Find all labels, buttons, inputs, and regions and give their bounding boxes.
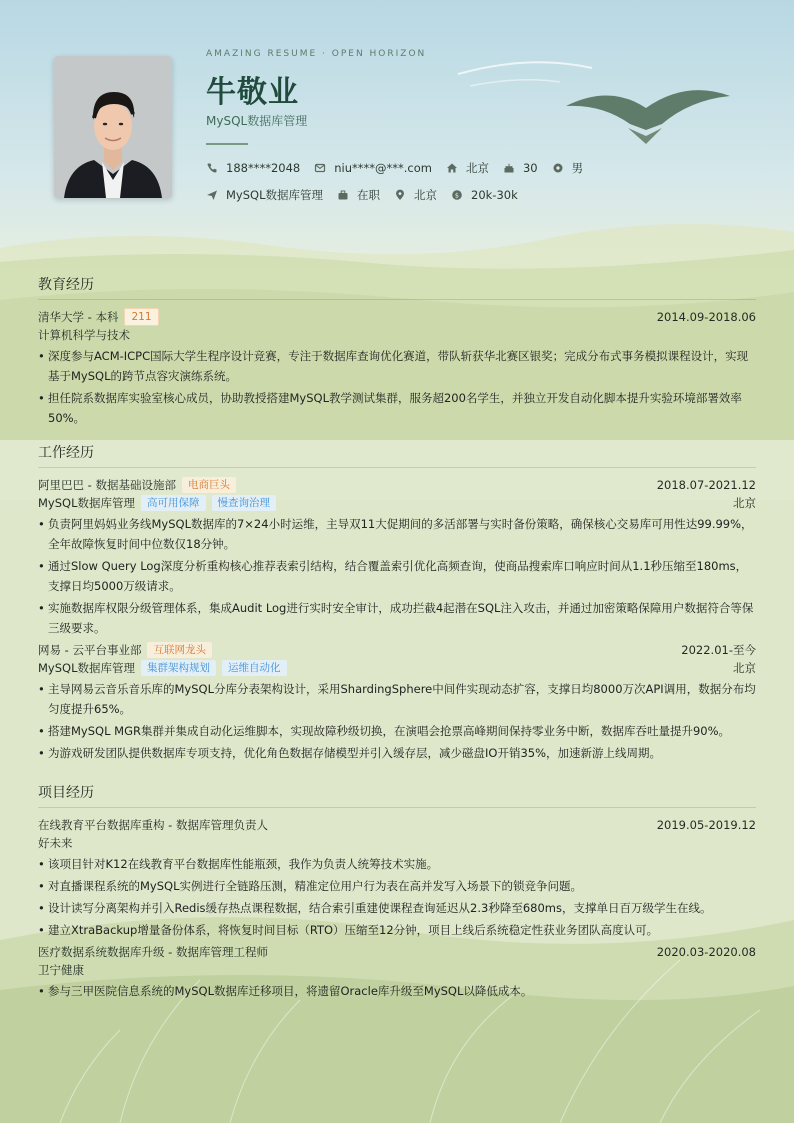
candidate-role: MySQL数据库管理 [206,114,308,128]
home-icon [446,162,458,174]
major-line [38,326,756,344]
project-org-line [38,834,756,852]
list-item: • 担任院系数据库实验室核心成员，协助教授搭建MySQL教学测试集群，服务超200名学生，并独立开发自动化脚本提升实验环境部署效率50%。 [38,388,756,428]
work-bullets [38,679,756,763]
hometown-text: 北京 [465,161,489,175]
work-entry-head [38,476,756,494]
section-title: 教育经历 [38,274,756,300]
project-bullets [38,854,756,940]
project-date: 2019.05-2019.12 [656,818,756,832]
age-text: 30 [522,161,538,175]
title-divider [206,143,248,145]
projects-section [38,782,756,1003]
cake-icon [503,162,515,174]
school-badge: 211 [124,308,158,326]
list-item: • 该项目针对K12在线教育平台数据库性能瓶颈，我作为负责人统筹技术实施。 [38,854,756,874]
work-entry-head [38,641,756,659]
target-city-text: 北京 [414,188,437,202]
list-item: • 深度参与ACM-ICPC国际大学生程序设计竞赛，专注于数据库查询优化赛道，带队斩获华北赛区银奖；完成分布式事务模拟课程设计，实现基于MySQL的跨节点容灾演练系统。 [38,346,756,386]
salary-text: 20k-30k [471,188,518,202]
education-bullets [38,346,756,428]
list-item: • 建立XtraBackup增量备份体系，将恢复时间目标（RTO）压缩至12分钟，项目上线后系统稳定性获业务团队高度认可。 [38,920,756,940]
briefcase-icon [337,189,349,201]
work-bullets [38,514,756,638]
list-item: • 主导网易云音乐音乐库的MySQL分库分表架构设计，采用ShardingSphere中间件实现动态扩容，支撑日均8000万次API调用，数据分布均匀度提升65%。 [38,679,756,719]
position-line [38,494,756,512]
position-line [38,659,756,677]
tagline: AMAZING RESUME · OPEN HORIZON [206,49,427,59]
project-org: 卫宁健康 [38,963,84,977]
age-item [503,161,538,175]
gender-icon [552,162,564,174]
phone-text: 188****2048 [226,161,301,175]
email-text: niu****@***.com [334,161,432,175]
list-item: • 通过Slow Query Log深度分析重构核心推荐表索引结构，结合覆盖索引优化高频查询，使商品搜索库口响应时间从1.1秒压缩至180ms，支撑日均5000万级请求。 [38,556,756,596]
skill-tag: 高可用保障 [141,495,206,511]
work-city: 北京 [733,661,756,675]
school-name: 清华大学 - 本科 [38,310,119,324]
company-name: 阿里巴巴 - 数据基础设施部 [38,478,176,492]
status-text: 在职 [357,188,380,202]
list-item: • 为游戏研发团队提供数据库专项支持，优化角色数据存储模型并引入缓存层，减少磁盘IO开销35%，加速新游上线周期。 [38,743,756,763]
skill-tag: 运维自动化 [222,660,287,676]
job-intent-row [206,187,532,203]
gender-text: 男 [571,161,584,175]
phone-icon [206,162,218,174]
hometown-item [446,160,489,176]
project-date: 2020.03-2020.08 [656,945,756,959]
salary-item [451,188,518,202]
location-pin-icon [394,189,406,201]
gender-item [552,160,584,176]
email-item [314,161,432,175]
contact-row [206,160,597,176]
salary-icon [451,189,463,201]
project-name: 医疗数据系统数据库升级 - 数据库管理工程师 [38,945,268,959]
project-org-line [38,961,756,979]
project-org: 好未来 [38,836,73,850]
work-section [38,442,756,765]
company-badge: 互联网龙头 [147,642,212,658]
section-title: 项目经历 [38,782,756,808]
target-role-item [206,187,323,203]
education-entry-head [38,308,756,326]
project-name: 在线教育平台数据库重构 - 数据库管理负责人 [38,818,268,832]
list-item: • 实施数据库权限分级管理体系，集成Audit Log进行实时安全审计，成功拦截4起潜在SQL注入攻击，并通过加密策略保障用户数据符合等保三级要求。 [38,598,756,638]
project-entry-head [38,943,756,961]
project-entry-head [38,816,756,834]
profile-photo [54,56,172,198]
list-item: • 负责阿里妈妈业务线MySQL数据库的7×24小时运维，主导双11大促期间的多活部署与实时备份策略，确保核心交易库可用性达99.99%，全年故障恢复时间中位数仅18分钟。 [38,514,756,554]
list-item: • 对直播课程系统的MySQL实例进行全链路压测，精准定位用户行为表在高并发写入场景下的锁竞争问题。 [38,876,756,896]
education-date: 2014.09-2018.06 [656,310,756,324]
candidate-name: 牛敬业 [206,75,299,110]
skill-tag: 慢查询治理 [212,495,277,511]
target-role-text: MySQL数据库管理 [226,188,323,202]
position-name: MySQL数据库管理 [38,661,135,675]
education-section [38,274,756,430]
skill-tag: 集群架构规划 [141,660,216,676]
phone-item [206,161,300,175]
company-name: 网易 - 云平台事业部 [38,643,142,657]
work-date: 2018.07-2021.12 [656,478,756,492]
send-icon [206,189,218,201]
target-city-item [394,187,437,203]
list-item: • 搭建MySQL MGR集群并集成自动化运维脚本，实现故障秒级切换，在演唱会抢票高峰期间保持零业务中断，数据库吞吐量提升90%。 [38,721,756,741]
list-item: • 设计读写分离架构并引入Redis缓存热点课程数据，结合索引重建使课程查询延迟从2.3秒降至680ms，支撑单日百万级学生在线。 [38,898,756,918]
work-city: 北京 [733,496,756,510]
company-badge: 电商巨头 [182,477,236,493]
status-item [337,187,380,203]
avatar-portrait [54,56,172,198]
work-date: 2022.01-至今 [681,643,756,657]
project-bullets [38,981,756,1001]
position-name: MySQL数据库管理 [38,496,135,510]
svg-text:$: $ [454,191,460,200]
section-title: 工作经历 [38,442,756,468]
major-name: 计算机科学与技术 [38,328,130,342]
mail-icon [314,162,326,174]
list-item: • 参与三甲医院信息系统的MySQL数据库迁移项目，将遗留Oracle库升级至MySQL以降低成本。 [38,981,756,1001]
